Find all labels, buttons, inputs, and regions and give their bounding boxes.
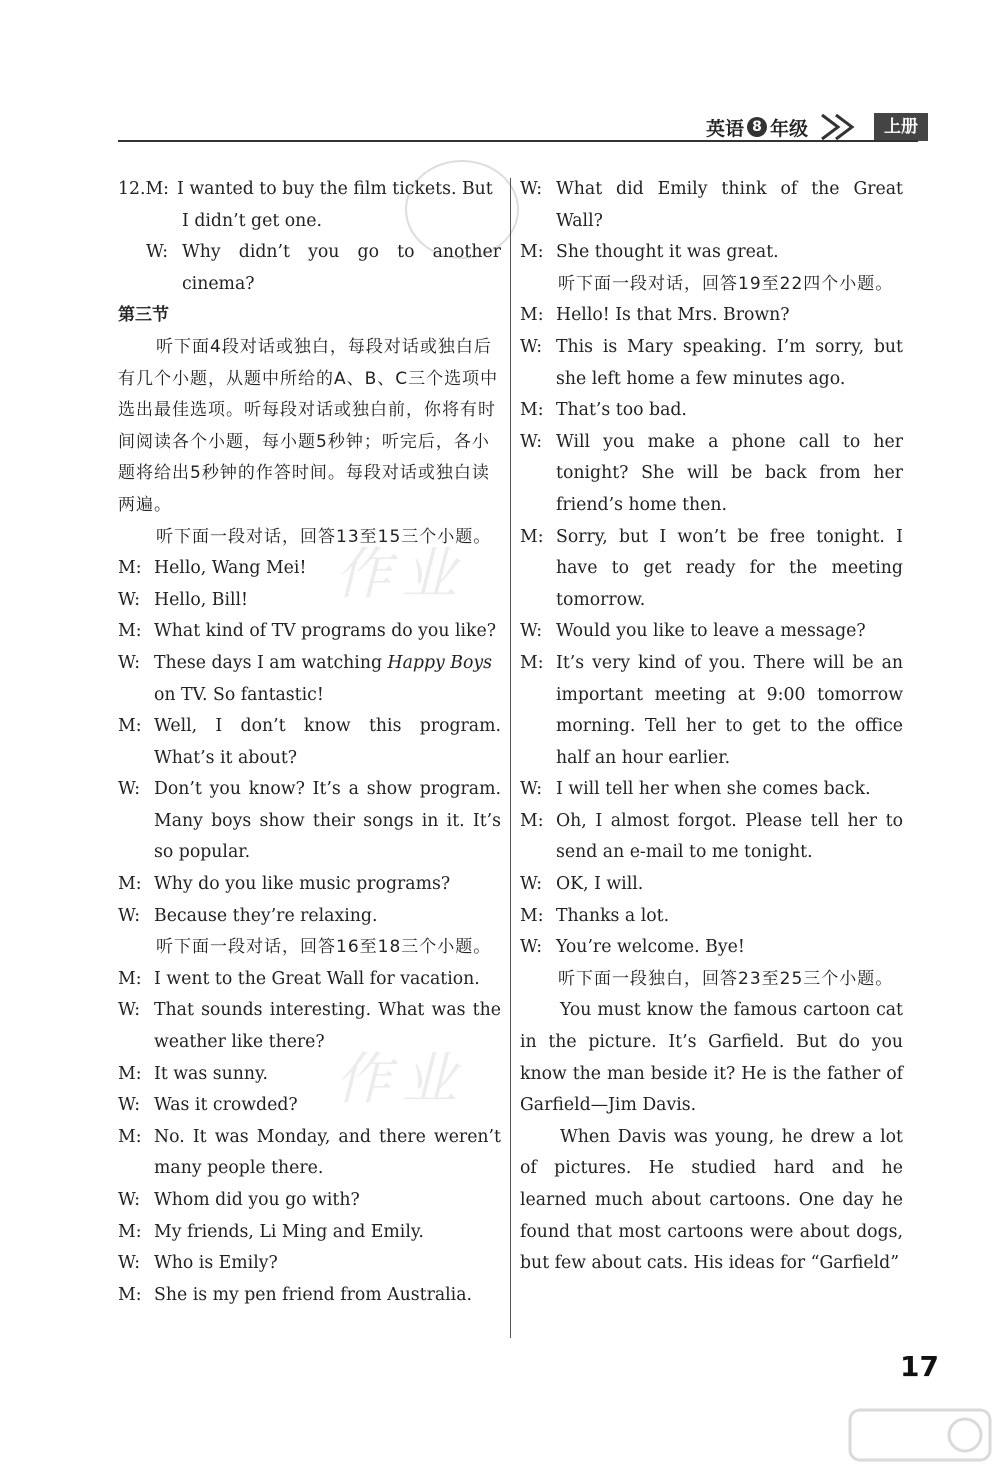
dialog-text: This is Mary speaking. I’m sorry, but she left home a few minutes ago.: [556, 336, 903, 389]
speaker-label: M:: [145, 179, 170, 199]
section-heading: 第三节: [118, 305, 169, 326]
dialog-text: Was it crowded?: [154, 1095, 298, 1116]
dialog-line: [520, 427, 903, 522]
dialog-text: Sorry, but I won’t be free tonight. I have to get ready for the meeting tomorrow.: [556, 526, 903, 610]
speaker-label: W:: [520, 874, 543, 895]
dialog-text: on TV. So fantastic!: [154, 684, 324, 705]
dialog-text: Hello, Wang Mei!: [154, 558, 307, 579]
dialog-intro: 听下面一段对话，回答19至22四个小题。: [558, 273, 894, 294]
column-divider: [510, 178, 511, 1338]
dialog-line: [118, 1280, 501, 1312]
speaker-label: M:: [520, 810, 544, 831]
speaker-label: M:: [118, 968, 142, 989]
dialog-text: You’re welcome. Bye!: [556, 937, 745, 958]
page-header: [706, 112, 928, 142]
dialog-text: That’s too bad.: [556, 400, 687, 421]
dialog-line: [118, 1217, 501, 1249]
dialog-text: Why didn’t you go to another cinema?: [182, 242, 501, 294]
dialog-line: [118, 1090, 501, 1122]
dialog-line: [118, 711, 501, 774]
header-subject: 英语: [706, 117, 745, 140]
dialog-2: [118, 964, 501, 1312]
dialog-text: Hello, Bill!: [154, 589, 248, 610]
dialog-text: I didn’t get one.: [182, 210, 323, 231]
dialog-line: [520, 237, 903, 269]
dialog-line: [118, 237, 501, 300]
dialog-line: [520, 332, 903, 395]
dialog-text: [154, 648, 501, 680]
speaker-label: M:: [118, 874, 142, 895]
dialog-1-continued: [118, 711, 501, 932]
watermark-left: 作业: [335, 542, 467, 607]
dialog-line: [118, 585, 501, 617]
speaker-label: W:: [118, 779, 141, 800]
speaker-label: W:: [520, 431, 543, 452]
dialog-line: [118, 964, 501, 996]
monologue-intro: 听下面一段独白，回答23至25三个小题。: [558, 968, 894, 989]
dialog-line: [118, 774, 501, 869]
dialog-line: [118, 1122, 501, 1185]
dialog-text: Thanks a lot.: [556, 905, 670, 926]
dialog-text: That sounds interesting. What was the weather like there?: [154, 1000, 501, 1053]
dialog-text: Well, I don’t know this program. What’s it about?: [154, 716, 501, 768]
dialog-line: [520, 648, 903, 774]
speaker-label: M:: [118, 716, 142, 737]
right-column: [520, 174, 903, 1280]
dialog-line: [520, 932, 903, 964]
speaker-label: W:: [520, 336, 543, 357]
dialog-text: It’s very kind of you. There will be an important meeting at 9:00 tomorrow morning. Tell her to get to the office half an hour earlier.: [556, 652, 903, 768]
header-volume: 上册: [874, 113, 928, 141]
speaker-label: W:: [146, 242, 169, 263]
dialog-text: I went to the Great Wall for vacation.: [154, 968, 480, 989]
dialog-line: [118, 995, 501, 1058]
header-grade-number: 8: [747, 117, 767, 137]
speaker-label: W:: [520, 937, 543, 958]
dialog-text: OK, I will.: [556, 874, 644, 895]
header-rule: [118, 140, 918, 142]
dialog-line: [520, 300, 903, 332]
dialog-line: [520, 522, 903, 617]
dialog-line: [118, 553, 501, 585]
left-column: [118, 174, 501, 1311]
dialog-line: [520, 806, 903, 869]
dialog-text: What did Emily think of the Great Wall?: [556, 179, 903, 231]
monologue-paragraph: When Davis was young, he drew a lot of pictures. He studied hard and he learned much about cartoons. One day he found that most cartoons were about dogs, but few about cats. His ideas for “Garfield”: [520, 1126, 903, 1274]
corner-watermark-logo: [845, 1405, 995, 1465]
dialog-intro: 听下面一段对话，回答13至15三个小题。: [156, 526, 492, 547]
dialog-line: [520, 869, 903, 901]
speaker-label: W:: [520, 779, 543, 800]
dialog-text: Would you like to leave a message?: [556, 621, 866, 642]
speaker-label: W:: [118, 1253, 141, 1274]
speaker-label: W:: [118, 905, 141, 926]
speaker-label: M:: [118, 1221, 142, 1242]
speaker-label: M:: [520, 526, 544, 547]
dialog-line: [118, 901, 501, 933]
speaker-label: M:: [118, 1063, 142, 1084]
dialog-text: Why do you like music programs?: [154, 874, 451, 895]
speaker-label: M:: [520, 652, 544, 673]
dialog-text: Whom did you go with?: [154, 1190, 360, 1210]
double-chevron-icon: [818, 112, 868, 142]
dialog-line: [520, 395, 903, 427]
speaker-label: M:: [520, 305, 544, 326]
dialog-text: What kind of TV programs do you like?: [154, 621, 496, 642]
speaker-label: M:: [520, 400, 544, 421]
dialog-1: [118, 553, 501, 648]
speaker-label: M:: [118, 1284, 142, 1305]
dialog-3: [520, 300, 903, 963]
dialog-line: [118, 174, 501, 206]
speaker-label: W:: [118, 1190, 141, 1210]
dialog-2-end: [520, 174, 903, 269]
dialog-line: [118, 1185, 501, 1217]
speaker-label: M:: [118, 621, 142, 642]
speaker-label: M:: [520, 242, 544, 263]
dialog-text: My friends, Li Ming and Emily.: [154, 1221, 424, 1242]
speaker-label: W:: [520, 621, 543, 642]
speaker-label: M:: [118, 558, 142, 579]
speaker-label: W:: [118, 1095, 141, 1116]
dialog-intro: 听下面一段对话，回答16至18三个小题。: [156, 937, 492, 958]
program-title: Happy Boys: [387, 652, 493, 673]
dialog-text: Don’t you know? It’s a show program. Many boys show their songs in it. It’s so popular.: [154, 779, 501, 863]
dialog-text: Will you make a phone call to her tonight? She will be back from her friend’s home then.: [556, 431, 903, 515]
dialog-line: [118, 869, 501, 901]
speaker-label: M:: [520, 905, 544, 926]
page-number: 17: [900, 1350, 939, 1383]
dialog-line: [118, 616, 501, 648]
dialog-line: [520, 174, 903, 237]
dialog-text: I wanted to buy the film tickets. But: [177, 179, 493, 199]
dialog-line: [118, 1248, 501, 1280]
dialog-text: No. It was Monday, and there weren’t many people there.: [154, 1126, 501, 1179]
dialog-text: Hello! Is that Mrs. Brown?: [556, 305, 790, 326]
speaker-label: M:: [118, 1126, 142, 1147]
speaker-label: W:: [118, 1000, 141, 1021]
dialog-line: [520, 901, 903, 933]
dialog-text: It was sunny.: [154, 1063, 268, 1084]
speaker-label: W:: [520, 179, 543, 199]
section-instructions: 听下面4段对话或独白，每段对话或独白后有几个小题，从题中所给的A、B、C三个选项中选出最佳选项。听每段对话或独白前，你将有时间阅读各个小题，每小题5秒钟；听完后，各小题将给出5秒钟的作答时间。每段对话或独白读两遍。: [118, 336, 499, 515]
question-number: 12.: [118, 179, 146, 199]
watermark-left-lower: 作业: [335, 1047, 467, 1112]
dialog-text: I will tell her when she comes back.: [556, 779, 871, 800]
dialog-text-part: These days I am watching: [154, 652, 388, 673]
dialog-line: [520, 616, 903, 648]
speaker-label: W:: [118, 589, 141, 610]
dialog-text: Because they’re relaxing.: [154, 905, 378, 926]
dialog-text: Who is Emily?: [154, 1253, 278, 1274]
monologue-paragraph: You must know the famous cartoon cat in the picture. It’s Garfield. But do you know the man beside it? He is the father of Garfield—Jim Davis.: [520, 1000, 903, 1116]
dialog-text: She is my pen friend from Australia.: [154, 1284, 473, 1305]
header-grade: 年级: [770, 117, 809, 140]
dialog-line: [118, 1059, 501, 1091]
dialog-text: She thought it was great.: [556, 242, 779, 263]
speaker-label: W:: [118, 652, 141, 673]
dialog-line: [520, 774, 903, 806]
dialog-text: Oh, I almost forgot. Please tell her to send an e-mail to me tonight.: [556, 810, 903, 863]
dialog-line: [118, 648, 501, 680]
